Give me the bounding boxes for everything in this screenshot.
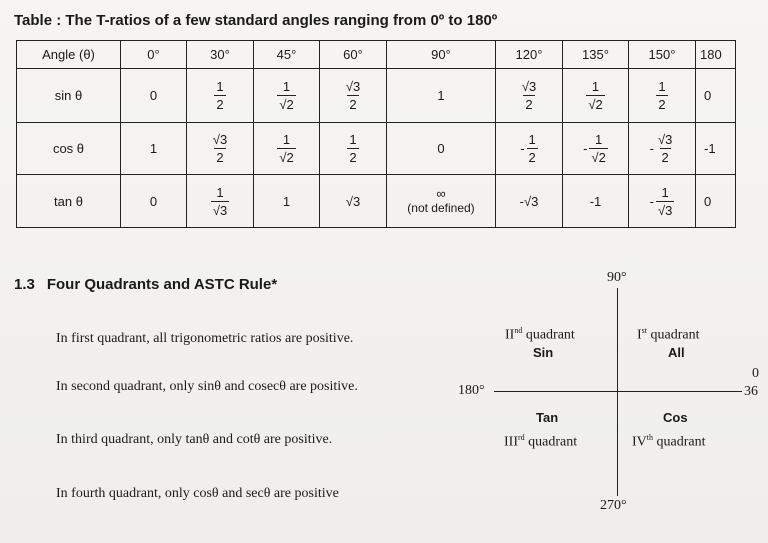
table-title: Table : The T-ratios of a few standard angles ranging from 0º to 180º (14, 12, 498, 29)
value-cell: 0 (696, 175, 736, 228)
row-label-cell: cos θ (17, 123, 121, 175)
quadrant-4-ordinal: IV (632, 434, 647, 450)
header-cell: 30° (187, 41, 254, 69)
value-cell: 1 (387, 69, 496, 123)
value-cell (563, 69, 629, 123)
label-270-degrees: 270° (600, 498, 627, 513)
quadrant-3-name: Tan (536, 410, 559, 425)
quadrant-1-name: All (668, 345, 685, 360)
fraction-numerator: √3 (345, 79, 361, 94)
section-number: 1.3 (14, 276, 35, 293)
value-cell: 0 (696, 69, 736, 123)
quadrant-2-name: Sin (533, 345, 554, 360)
rule-fourth-quadrant: In fourth quadrant, only cosθ and secθ are positive (56, 486, 339, 501)
quadrant-1-suffix: st (641, 326, 648, 335)
value-cell (254, 123, 320, 175)
vertical-axis (617, 288, 618, 496)
fraction (211, 133, 229, 164)
label-90-degrees: 90° (607, 270, 627, 285)
fraction (527, 133, 538, 164)
fraction-numerator: 1 (528, 132, 536, 147)
minus-sign: - (520, 141, 525, 156)
value-cell (254, 69, 320, 123)
fraction (589, 133, 607, 164)
fraction-denominator: 2 (525, 97, 533, 112)
quadrant-1-ordinal: I (637, 327, 642, 343)
quadrant-2-label (505, 326, 575, 344)
header-cell: 45° (254, 41, 320, 69)
value-cell (629, 69, 696, 123)
fraction (586, 80, 604, 111)
value-cell: 0 (387, 123, 496, 175)
value-cell (387, 175, 496, 228)
value-cell: -√3 (496, 175, 563, 228)
section-title: Four Quadrants and ASTC Rule* (46, 276, 278, 293)
fraction (344, 80, 362, 111)
minus-sign: - (649, 193, 654, 209)
header-cell: 90° (387, 41, 496, 69)
fraction-numerator: 1 (216, 79, 224, 94)
fraction-denominator: 2 (661, 150, 669, 165)
value-cell (496, 69, 563, 123)
value-cell: 0 (121, 69, 187, 123)
fraction (520, 80, 538, 111)
value-cell (187, 123, 254, 175)
header-cell: 120° (496, 41, 563, 69)
fraction-denominator: 2 (349, 97, 357, 112)
fraction-denominator: √3 (657, 202, 673, 218)
quadrant-4-name: Cos (663, 410, 688, 425)
minus-sign: - (583, 141, 588, 156)
value-cell: -1 (563, 175, 629, 228)
label-360-degrees: 36 (744, 384, 758, 399)
quadrant-3-suffix: rd (518, 433, 525, 442)
value-cell: 1 (254, 175, 320, 228)
quadrant-2-ordinal: II (505, 327, 515, 343)
infinity-symbol: ∞ (436, 186, 446, 201)
fraction-numerator: 1 (661, 184, 669, 200)
table-header-row (17, 41, 736, 69)
t-ratios-table (16, 40, 736, 228)
quadrant-2-suffix: nd (514, 326, 523, 335)
fraction-numerator: 1 (216, 184, 224, 200)
quadrant-4-word: quadrant (656, 434, 706, 450)
value-cell (320, 69, 387, 123)
label-180-degrees: 180° (458, 383, 485, 398)
header-cell: 180 (696, 41, 736, 69)
fraction-numerator: 1 (591, 79, 600, 94)
fraction-denominator: √2 (591, 150, 606, 165)
rule-second-quadrant: In second quadrant, only sinθ and cosecθ are positive. (56, 379, 358, 394)
row-label-cell: sin θ (17, 69, 121, 123)
fraction (656, 80, 667, 111)
header-cell: 135° (563, 41, 629, 69)
quadrant-3-label (504, 433, 577, 451)
fraction-denominator: √2 (279, 97, 294, 112)
quadrant-4-suffix: th (646, 433, 654, 442)
fraction-numerator: √3 (212, 132, 228, 147)
quadrant-3-word: quadrant (528, 434, 578, 450)
fraction-denominator: 2 (528, 150, 536, 165)
fraction (656, 186, 674, 217)
value-cell (187, 175, 254, 228)
header-cell: 0° (121, 41, 187, 69)
fraction-numerator: 1 (658, 79, 666, 94)
label-0-degrees: 0 (752, 366, 759, 381)
value-cell (629, 175, 696, 228)
fraction-denominator: 2 (216, 97, 224, 112)
quadrant-3-ordinal: III (504, 434, 518, 450)
value-cell: -1 (696, 123, 736, 175)
fraction (214, 80, 225, 111)
value-cell: √3 (320, 175, 387, 228)
rule-first-quadrant: In first quadrant, all trigonometric ratios are positive. (56, 331, 354, 346)
section-heading (14, 276, 277, 293)
row-label-cell: tan θ (17, 175, 121, 228)
fraction-numerator: 1 (282, 79, 291, 94)
fraction-denominator: 2 (349, 150, 357, 165)
value-cell (187, 69, 254, 123)
value-cell (496, 123, 563, 175)
fraction-numerator: √3 (521, 79, 537, 94)
fraction-denominator: 2 (216, 150, 224, 165)
table-row-cos (17, 123, 736, 175)
value-cell (629, 123, 696, 175)
quadrant-2-word: quadrant (525, 327, 575, 343)
header-cell: 150° (629, 41, 696, 69)
table-row-sin (17, 69, 736, 123)
fraction-numerator: 1 (595, 132, 603, 147)
not-defined-note: (not defined) (407, 201, 475, 215)
quadrant-1-word: quadrant (650, 327, 700, 343)
value-cell (563, 123, 629, 175)
rule-third-quadrant: In third quadrant, only tanθ and cotθ are positive. (56, 432, 333, 447)
value-cell: 1 (121, 123, 187, 175)
header-cell: 60° (320, 41, 387, 69)
value-cell: 0 (121, 175, 187, 228)
fraction (277, 133, 295, 164)
fraction (347, 133, 358, 164)
table-row-tan (17, 175, 736, 228)
fraction (277, 80, 295, 111)
quadrant-4-label (632, 433, 706, 451)
fraction-numerator: √3 (657, 132, 673, 147)
quadrant-1-label (637, 326, 700, 344)
fraction-denominator: √3 (212, 202, 228, 218)
header-cell: Angle (θ) (17, 41, 121, 69)
fraction-numerator: 1 (349, 132, 357, 147)
fraction-denominator: √2 (588, 97, 603, 112)
fraction-denominator: 2 (658, 97, 666, 112)
minus-sign: - (649, 141, 654, 156)
fraction (211, 186, 229, 217)
fraction-denominator: √2 (279, 150, 294, 165)
fraction (656, 133, 674, 164)
fraction-numerator: 1 (282, 132, 291, 147)
value-cell (320, 123, 387, 175)
